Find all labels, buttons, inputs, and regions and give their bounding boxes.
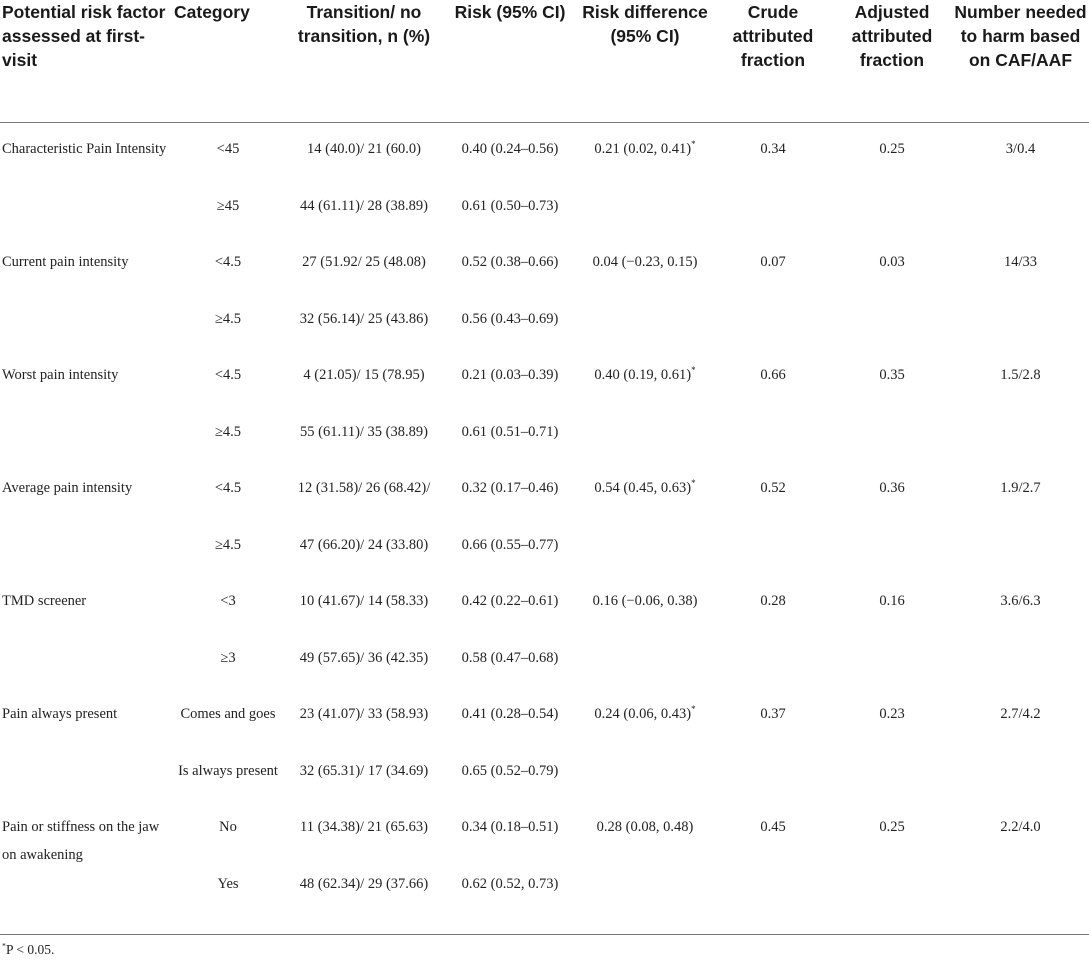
cell-risk-factor [0,305,172,362]
significance-marker: * [691,478,696,489]
header-category: Category [172,0,284,123]
cell-risk-text: 0.66 (0.55–0.77) [461,536,559,553]
cell-crude-attributed-fraction [714,644,832,701]
cell-risk-text: 0.40 (0.24–0.56) [461,141,559,157]
cell-transition-text: 23 (41.07)/ 33 (58.93) [299,706,429,722]
cell-transition [284,870,444,935]
cell-risk-factor-text: Average pain intensity [2,480,133,496]
cell-number-needed-to-harm [952,123,1089,192]
cell-transition [284,305,444,362]
table-row [0,123,1089,192]
cell-category-text: Comes and goes [180,706,276,722]
cell-category [172,700,284,757]
cell-crude-attributed-fraction [714,474,832,531]
header-risk-difference: Risk difference (95% CI) [576,0,714,123]
cell-adjusted-attributed-fraction [832,587,952,644]
cell-risk [444,123,576,192]
cell-category-text: ≥4.5 [214,536,242,553]
cell-adjusted-attributed-fraction [832,644,952,701]
cell-risk-difference-text: 0.16 (−0.06, 0.38) [592,593,698,609]
cell-crude-attributed-fraction-text: 0.34 [760,141,786,157]
footnote [2,942,54,958]
cell-transition [284,644,444,701]
cell-category-text: <4.5 [214,367,242,383]
cell-transition [284,248,444,305]
cell-risk [444,870,576,935]
cell-category-text: ≥3 [220,649,236,666]
cell-crude-attributed-fraction [714,192,832,249]
significance-marker: * [691,704,696,715]
cell-transition-text: 10 (41.67)/ 14 (58.33) [299,593,429,609]
cell-transition [284,123,444,192]
cell-number-needed-to-harm-text: 2.7/4.2 [1000,706,1041,722]
cell-crude-attributed-fraction [714,248,832,305]
cell-category-text: No [219,819,237,835]
cell-number-needed-to-harm [952,361,1089,418]
cell-category [172,531,284,588]
header-adjusted-attributed-fraction: Adjusted attributed fraction [832,0,952,123]
cell-risk [444,248,576,305]
cell-risk-difference [576,531,714,588]
cell-transition-text: 14 (40.0)/ 21 (60.0) [307,141,421,157]
cell-risk-difference-text: 0.24 (0.06, 0.43) [594,706,692,722]
cell-transition-text: 55 (61.11)/ 35 (38.89) [300,423,428,440]
table-row [0,418,1089,475]
cell-risk-factor [0,870,172,935]
cell-number-needed-to-harm [952,418,1089,475]
cell-number-needed-to-harm [952,474,1089,531]
cell-adjusted-attributed-fraction [832,531,952,588]
table-row [0,700,1089,757]
cell-number-needed-to-harm-text: 1.9/2.7 [1000,480,1041,496]
cell-crude-attributed-fraction [714,813,832,870]
cell-risk-difference [576,813,714,870]
cell-risk-text: 0.65 (0.52–0.79) [461,762,559,779]
cell-risk-difference [576,418,714,475]
header-transition: Transition/ no transition, n (%) [284,0,444,123]
cell-crude-attributed-fraction [714,587,832,644]
header-number-needed-to-harm: Number needed to harm based on CAF/AAF [952,0,1089,123]
cell-risk-text: 0.58 (0.47–0.68) [461,649,559,666]
cell-risk-factor-text: Characteristic Pain Intensity [2,141,167,157]
cell-risk-difference [576,644,714,701]
cell-risk-factor-text: Worst pain intensity [2,367,119,383]
table-row [0,870,1089,935]
cell-transition-text: 4 (21.05)/ 15 (78.95) [303,367,425,383]
cell-category [172,192,284,249]
cell-risk-text: 0.32 (0.17–0.46) [461,480,559,496]
cell-adjusted-attributed-fraction-text: 0.16 [879,593,905,609]
cell-transition [284,757,444,814]
cell-risk-difference [576,757,714,814]
cell-category [172,305,284,362]
cell-risk-text: 0.61 (0.51–0.71) [461,423,559,440]
cell-transition [284,418,444,475]
cell-number-needed-to-harm [952,813,1089,870]
cell-category-text: Yes [217,875,239,892]
table-row [0,587,1089,644]
cell-risk-factor [0,418,172,475]
cell-adjusted-attributed-fraction [832,757,952,814]
cell-risk-text: 0.42 (0.22–0.61) [461,593,559,609]
cell-risk-factor-text: Pain or stiffness on the jaw on awakening [2,819,160,863]
table-body [0,123,1089,935]
cell-category [172,361,284,418]
cell-number-needed-to-harm [952,531,1089,588]
footnote-text: P < 0.05. [6,942,55,957]
cell-transition-text: 11 (34.38)/ 21 (65.63) [300,819,428,835]
header-crude-attributed-fraction: Crude attributed fraction [714,0,832,123]
significance-marker: * [691,139,696,150]
table-row [0,361,1089,418]
cell-adjusted-attributed-fraction [832,870,952,935]
cell-risk-factor-text: TMD screener [2,593,87,609]
cell-adjusted-attributed-fraction [832,418,952,475]
cell-category [172,474,284,531]
cell-risk-text: 0.61 (0.50–0.73) [461,197,559,214]
cell-risk-factor [0,248,172,305]
cell-risk-text: 0.62 (0.52, 0.73) [461,875,559,892]
cell-risk-factor [0,813,172,870]
cell-crude-attributed-fraction [714,531,832,588]
cell-crude-attributed-fraction [714,870,832,935]
cell-number-needed-to-harm [952,248,1089,305]
cell-number-needed-to-harm-text: 14/33 [1003,254,1038,270]
cell-category [172,644,284,701]
cell-category [172,248,284,305]
cell-adjusted-attributed-fraction [832,474,952,531]
cell-risk-difference-text: 0.28 (0.08, 0.48) [596,819,694,835]
cell-transition [284,700,444,757]
cell-risk-factor [0,361,172,418]
cell-risk-text: 0.21 (0.03–0.39) [461,367,559,383]
cell-crude-attributed-fraction-text: 0.66 [760,367,786,383]
cell-crude-attributed-fraction [714,361,832,418]
cell-risk-difference [576,123,714,192]
cell-adjusted-attributed-fraction-text: 0.03 [879,254,905,270]
cell-risk-difference-text: 0.54 (0.45, 0.63) [594,480,692,496]
cell-risk [444,587,576,644]
cell-transition-text: 44 (61.11)/ 28 (38.89) [300,197,428,214]
cell-adjusted-attributed-fraction-text: 0.36 [879,480,905,496]
cell-crude-attributed-fraction-text: 0.07 [760,254,786,270]
cell-risk [444,361,576,418]
cell-transition-text: 47 (66.20)/ 24 (33.80) [299,536,429,553]
cell-category [172,813,284,870]
cell-number-needed-to-harm [952,700,1089,757]
cell-adjusted-attributed-fraction [832,192,952,249]
cell-number-needed-to-harm [952,192,1089,249]
cell-risk-factor-text: Pain always present [2,706,118,722]
cell-risk [444,700,576,757]
table-row [0,757,1089,814]
footnote-marker: * [2,941,6,951]
cell-risk-difference [576,870,714,935]
cell-number-needed-to-harm-text: 3.6/6.3 [1000,593,1041,609]
table-row [0,644,1089,701]
cell-transition-text: 48 (62.34)/ 29 (37.66) [299,875,429,892]
cell-crude-attributed-fraction-text: 0.28 [760,593,786,609]
cell-crude-attributed-fraction [714,418,832,475]
cell-transition-text: 49 (57.65)/ 36 (42.35) [299,649,429,666]
cell-risk-difference [576,248,714,305]
cell-category-text: <45 [216,141,240,157]
cell-adjusted-attributed-fraction-text: 0.25 [879,819,905,835]
cell-transition [284,474,444,531]
cell-risk-factor [0,700,172,757]
cell-risk-factor [0,587,172,644]
cell-crude-attributed-fraction [714,757,832,814]
cell-number-needed-to-harm-text: 3/0.4 [1005,141,1036,157]
cell-transition-text: 27 (51.92/ 25 (48.08) [302,254,426,270]
cell-number-needed-to-harm [952,870,1089,935]
cell-category-text: ≥4.5 [214,423,242,440]
table-row [0,248,1089,305]
cell-transition-text: 32 (56.14)/ 25 (43.86) [299,310,429,327]
cell-number-needed-to-harm-text: 2.2/4.0 [1000,819,1041,835]
cell-risk [444,531,576,588]
cell-adjusted-attributed-fraction [832,248,952,305]
cell-category [172,123,284,192]
cell-adjusted-attributed-fraction-text: 0.35 [879,367,905,383]
cell-transition-text: 12 (31.58)/ 26 (68.42)/ [297,480,431,496]
cell-transition [284,587,444,644]
significance-marker: * [691,365,696,376]
cell-number-needed-to-harm [952,757,1089,814]
table-row [0,305,1089,362]
cell-risk-difference [576,474,714,531]
cell-crude-attributed-fraction-text: 0.45 [760,819,786,835]
cell-number-needed-to-harm-text: 1.5/2.8 [1000,367,1041,383]
cell-risk-difference [576,305,714,362]
cell-crude-attributed-fraction [714,700,832,757]
cell-risk-text: 0.52 (0.38–0.66) [461,254,559,270]
cell-category [172,587,284,644]
cell-crude-attributed-fraction [714,305,832,362]
cell-risk-difference [576,361,714,418]
cell-risk-difference [576,192,714,249]
cell-risk-factor [0,474,172,531]
cell-risk-factor [0,192,172,249]
cell-adjusted-attributed-fraction [832,123,952,192]
cell-risk [444,813,576,870]
cell-risk-difference [576,700,714,757]
cell-crude-attributed-fraction-text: 0.52 [760,480,786,496]
table-row [0,813,1089,870]
table-row [0,531,1089,588]
cell-adjusted-attributed-fraction-text: 0.25 [879,141,905,157]
cell-category-text: <4.5 [214,480,242,496]
cell-number-needed-to-harm [952,587,1089,644]
cell-transition [284,361,444,418]
cell-risk [444,192,576,249]
cell-risk-factor [0,644,172,701]
cell-risk-difference [576,587,714,644]
cell-risk-factor [0,123,172,192]
cell-category-text: ≥45 [216,197,240,214]
table-row [0,474,1089,531]
cell-transition [284,192,444,249]
table-row [0,192,1089,249]
cell-adjusted-attributed-fraction-text: 0.23 [879,706,905,722]
cell-transition [284,531,444,588]
cell-risk-factor-text: Current pain intensity [2,254,129,270]
cell-category [172,757,284,814]
cell-risk-difference-text: 0.04 (−0.23, 0.15) [592,254,698,270]
cell-crude-attributed-fraction-text: 0.37 [760,706,786,722]
cell-risk-difference-text: 0.40 (0.19, 0.61) [594,367,692,383]
cell-risk [444,418,576,475]
cell-risk [444,757,576,814]
header-risk: Risk (95% CI) [444,0,576,123]
cell-number-needed-to-harm [952,305,1089,362]
cell-category-text: ≥4.5 [214,310,242,327]
cell-category [172,870,284,935]
cell-adjusted-attributed-fraction [832,700,952,757]
cell-adjusted-attributed-fraction [832,305,952,362]
cell-category-text: <4.5 [214,254,242,270]
cell-risk-difference-text: 0.21 (0.02, 0.41) [594,141,692,157]
cell-category-text: Is always present [178,762,278,779]
cell-number-needed-to-harm [952,644,1089,701]
cell-adjusted-attributed-fraction [832,813,952,870]
cell-risk [444,474,576,531]
cell-risk-factor [0,757,172,814]
cell-crude-attributed-fraction [714,123,832,192]
cell-risk-text: 0.41 (0.28–0.54) [461,706,559,722]
cell-category [172,418,284,475]
cell-risk-text: 0.56 (0.43–0.69) [461,310,559,327]
header-risk-factor: Potential risk factor assessed at first-visit [0,0,172,123]
cell-risk-factor [0,531,172,588]
cell-transition [284,813,444,870]
table-header-row [0,0,1089,123]
cell-risk [444,644,576,701]
cell-category-text: <3 [220,593,236,609]
cell-adjusted-attributed-fraction [832,361,952,418]
cell-risk-text: 0.34 (0.18–0.51) [461,819,559,835]
cell-risk [444,305,576,362]
cell-transition-text: 32 (65.31)/ 17 (34.69) [299,762,429,779]
